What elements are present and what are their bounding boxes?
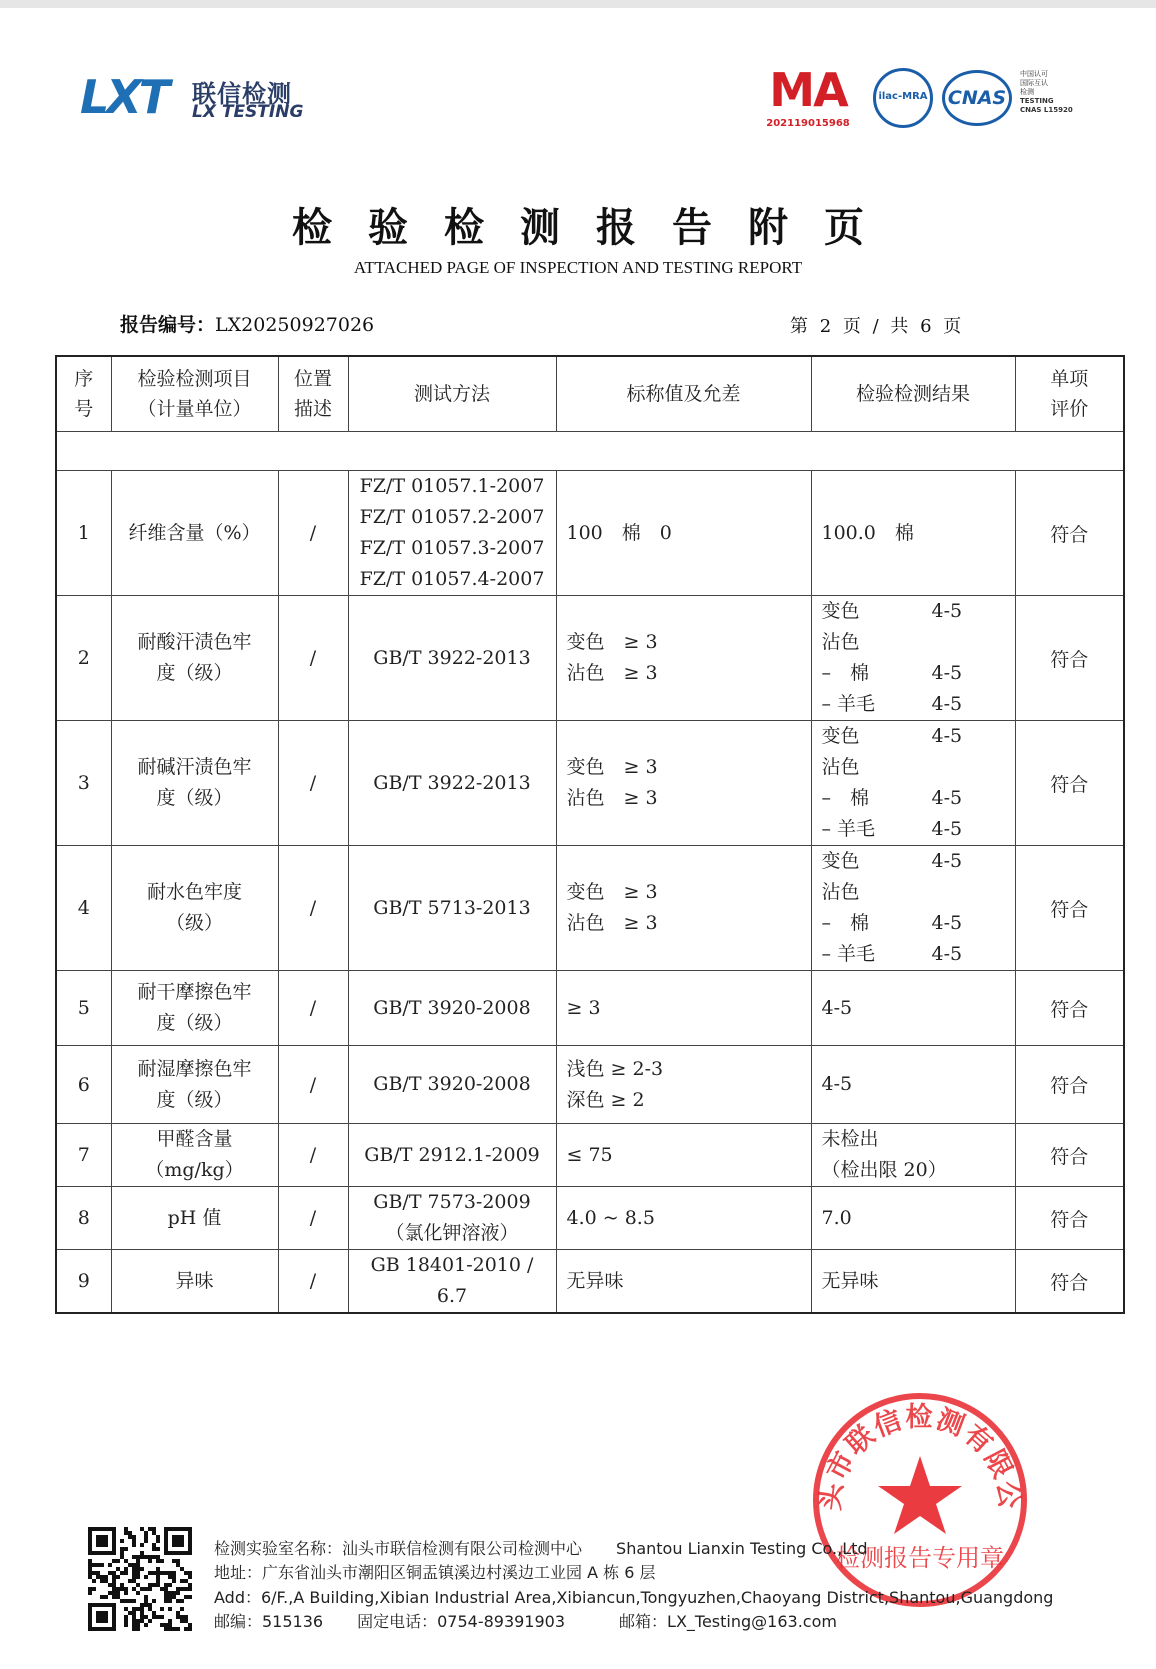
- cell-text: [822, 658, 1015, 689]
- cell-text: [822, 877, 1015, 908]
- cell-seq: 7: [56, 1124, 111, 1187]
- lab-name-cn: 汕头市联信检测有限公司检测中心: [342, 1539, 583, 1558]
- header-text: 位置: [293, 368, 332, 390]
- cell-text: 度（级）: [156, 1088, 233, 1111]
- email-link[interactable]: 邮箱：LX_Testing@163.com: [619, 1612, 837, 1631]
- cell-text: 6.7: [436, 1285, 468, 1307]
- cma-certification-mark: [760, 64, 856, 136]
- cell-position: /: [278, 1124, 348, 1187]
- header-item: [111, 356, 278, 432]
- cell-position: /: [278, 596, 348, 721]
- header-result: [811, 356, 1015, 432]
- address-label: 地址：: [214, 1563, 263, 1582]
- cnas-info-line: 中国认可: [1020, 70, 1048, 78]
- cell-text: 100.0 棉: [821, 521, 914, 544]
- cell-text: FZ/T 01057.4-2007: [359, 568, 545, 590]
- table-header-row: [56, 356, 1124, 432]
- postcode: 邮编：515136: [214, 1612, 324, 1631]
- header-text: 描述: [293, 398, 332, 420]
- ilac-text: ilac-MRA: [878, 91, 928, 102]
- cell-text: 未检出: [821, 1128, 879, 1150]
- page-title-cn: 检验检测报告附页: [292, 204, 900, 251]
- footer-contact: [214, 1609, 837, 1632]
- cell-seq: 3: [56, 721, 111, 846]
- table-row: [56, 846, 1124, 971]
- cell-text: [822, 596, 1015, 627]
- cnas-mark: [942, 70, 1012, 126]
- header-text: 测试方法: [413, 383, 490, 405]
- cell-text: 沾色 ≥ 3: [566, 662, 658, 684]
- result-value: 4-5: [931, 943, 963, 965]
- cell-text: FZ/T 01057.2-2007: [359, 506, 545, 528]
- cell-text: 耐湿摩擦色牢: [137, 1057, 252, 1080]
- result-label: 沾色: [821, 881, 860, 903]
- table-row: [56, 1250, 1124, 1314]
- cell-text: 4-5: [821, 1073, 853, 1095]
- cell-evaluation: 符合: [1015, 971, 1124, 1046]
- cell-nominal: [556, 1124, 811, 1187]
- cell-text: 4-5: [821, 996, 853, 1019]
- result-label: – 羊毛: [821, 818, 876, 840]
- cell-result: [811, 471, 1015, 596]
- cell-text: 度（级）: [156, 1012, 233, 1034]
- cell-text: GB/T 3922-2013: [373, 646, 531, 669]
- table-spacer-row: [56, 432, 1124, 471]
- table-row: [56, 971, 1124, 1046]
- cell-text: 耐酸汗渍色牢: [137, 631, 252, 653]
- report-number: [120, 310, 374, 337]
- header-text: 号: [74, 398, 94, 420]
- result-label: – 棉: [821, 912, 870, 934]
- header-text: 标称值及允差: [626, 383, 741, 405]
- cell-text: [822, 939, 1015, 970]
- header-evaluation: [1015, 356, 1124, 432]
- cma-number: 202119015968: [766, 118, 850, 129]
- cell-method: [348, 596, 556, 721]
- cell-text: （检出限 20）: [821, 1159, 947, 1181]
- header-position: [278, 356, 348, 432]
- cell-text: 4.0 ~ 8.5: [566, 1206, 655, 1229]
- cell-text: 变色 ≥ 3: [566, 631, 658, 653]
- cell-text: FZ/T 01057.3-2007: [359, 537, 545, 559]
- result-value: 4-5: [931, 725, 963, 747]
- cell-text: ≤ 75: [566, 1143, 613, 1166]
- cell-result: [811, 1250, 1015, 1314]
- spacer-cell: [56, 432, 1124, 471]
- cell-method: [348, 721, 556, 846]
- cell-text: ≥ 3: [566, 996, 601, 1019]
- header-text: （计量单位）: [137, 398, 252, 420]
- cell-item: [111, 471, 278, 596]
- cell-text: 沾色 ≥ 3: [566, 912, 658, 934]
- cell-nominal: [556, 1046, 811, 1124]
- result-label: 变色: [821, 600, 860, 622]
- logo-chinese-name: 联信检测: [192, 80, 292, 108]
- footer-address-cn: [214, 1560, 656, 1583]
- cell-result: [811, 721, 1015, 846]
- result-value: 4-5: [931, 912, 963, 934]
- lab-label: 检测实验室名称：: [214, 1539, 343, 1558]
- cell-text: GB 18401-2010 /: [370, 1254, 534, 1276]
- cell-position: /: [278, 471, 348, 596]
- table-row: [56, 596, 1124, 721]
- cell-item: [111, 1124, 278, 1187]
- result-label: 沾色: [821, 631, 860, 653]
- cell-result: [811, 1046, 1015, 1124]
- lab-name-en: Shantou Lianxin Testing Co.,Ltd: [616, 1539, 868, 1558]
- page-title-en: ATTACHED PAGE OF INSPECTION AND TESTING REPORT: [353, 258, 803, 277]
- cell-evaluation: 符合: [1015, 846, 1124, 971]
- cell-position: /: [278, 1187, 348, 1250]
- results-table: [55, 355, 1125, 1314]
- cell-text: FZ/T 01057.1-2007: [359, 475, 545, 497]
- cell-text: 耐水色牢度: [146, 881, 242, 903]
- report-number-label: 报告编号：: [120, 314, 216, 336]
- logo-mark: [80, 70, 168, 124]
- cell-result: [811, 971, 1015, 1046]
- ilac-mra-mark: [873, 68, 933, 128]
- cell-evaluation: 符合: [1015, 1046, 1124, 1124]
- cell-item: [111, 596, 278, 721]
- cell-seq: 8: [56, 1187, 111, 1250]
- cell-text: 纤维含量（%）: [128, 521, 261, 544]
- cell-seq: 6: [56, 1046, 111, 1124]
- page-indicator: 第 2 页 / 共 6 页: [790, 316, 962, 337]
- cell-evaluation: 符合: [1015, 1250, 1124, 1314]
- cell-text: [822, 783, 1015, 814]
- cell-position: /: [278, 1046, 348, 1124]
- table-row: [56, 1187, 1124, 1250]
- cell-text: （mg/kg）: [145, 1159, 244, 1181]
- result-value: 4-5: [931, 787, 963, 809]
- cell-seq: 1: [56, 471, 111, 596]
- cell-method: [348, 971, 556, 1046]
- cell-text: GB/T 3922-2013: [373, 771, 531, 794]
- cell-item: [111, 971, 278, 1046]
- header-text: 序: [74, 368, 94, 390]
- header-text: 检验检测结果: [855, 383, 970, 405]
- cell-method: [348, 471, 556, 596]
- company-seal: [808, 1388, 1032, 1612]
- cell-text: GB/T 3920-2008: [373, 996, 531, 1019]
- logo-english-name: LX TESTING: [192, 102, 304, 122]
- cell-position: /: [278, 846, 348, 971]
- header-text: 评价: [1050, 398, 1089, 420]
- cell-seq: 2: [56, 596, 111, 721]
- cell-evaluation: 符合: [1015, 721, 1124, 846]
- address-cn: 广东省汕头市潮阳区铜盂镇溪边村溪边工业园 A 栋 6 层: [262, 1563, 656, 1582]
- cell-nominal: [556, 721, 811, 846]
- cell-evaluation: 符合: [1015, 471, 1124, 596]
- cell-item: [111, 1046, 278, 1124]
- seal-graphic: [808, 1388, 1032, 1612]
- cell-item: [111, 1250, 278, 1314]
- logo-mark-text: LXT: [80, 70, 168, 124]
- cell-text: [822, 627, 1015, 658]
- cell-result: [811, 1124, 1015, 1187]
- table-row: [56, 721, 1124, 846]
- footer-lab-name: [214, 1536, 868, 1559]
- cell-text: 甲醛含量: [156, 1128, 233, 1150]
- cell-evaluation: 符合: [1015, 1124, 1124, 1187]
- cell-item: [111, 846, 278, 971]
- cell-text: [822, 846, 1015, 877]
- cell-result: [811, 1187, 1015, 1250]
- cell-text: 无异味: [566, 1269, 624, 1292]
- result-value: 4-5: [931, 662, 963, 684]
- cell-nominal: [556, 1250, 811, 1314]
- cell-nominal: [556, 471, 811, 596]
- cell-seq: 5: [56, 971, 111, 1046]
- cell-text: 沾色 ≥ 3: [566, 787, 658, 809]
- cell-text: [822, 752, 1015, 783]
- cell-text: [822, 814, 1015, 845]
- table-row: [56, 471, 1124, 596]
- cell-text: （级）: [165, 912, 223, 934]
- cell-text: 耐碱汗渍色牢: [137, 756, 252, 778]
- cell-text: 变色 ≥ 3: [566, 881, 658, 903]
- cell-method: [348, 1124, 556, 1187]
- header-text: 检验检测项目: [137, 368, 252, 390]
- result-label: – 羊毛: [821, 943, 876, 965]
- cell-method: [348, 1046, 556, 1124]
- footer-address-en: Add：6/F.,A Building,Xibian Industrial Area,Xibiancun,Tongyuzhen,Chaoyang District,Shantou,Guangdong: [214, 1588, 1054, 1607]
- cell-text: 7.0: [821, 1206, 852, 1229]
- cell-text: 异味: [175, 1269, 214, 1292]
- cell-text: 浅色 ≥ 2-3: [566, 1057, 664, 1080]
- cell-item: [111, 1187, 278, 1250]
- svg-text:检测报告专用章: 检测报告专用章: [836, 1544, 1004, 1572]
- report-number-value: LX20250927026: [215, 314, 375, 336]
- cell-text: 100 棉 0: [566, 521, 672, 544]
- cell-text: 深色 ≥ 2: [566, 1088, 645, 1111]
- header-text: 单项: [1050, 368, 1089, 390]
- cell-text: [822, 908, 1015, 939]
- cell-method: [348, 1187, 556, 1250]
- qr-code-graphic: [88, 1527, 192, 1631]
- result-value: 4-5: [931, 818, 963, 840]
- result-value: 4-5: [931, 600, 963, 622]
- cell-nominal: [556, 971, 811, 1046]
- cell-seq: 9: [56, 1250, 111, 1314]
- cell-text: GB/T 7573-2009: [373, 1191, 531, 1213]
- header-method: [348, 356, 556, 432]
- cell-evaluation: 符合: [1015, 596, 1124, 721]
- cell-nominal: [556, 1187, 811, 1250]
- cnas-info-line: TESTING: [1020, 97, 1054, 105]
- cell-text: [822, 721, 1015, 752]
- cell-nominal: [556, 596, 811, 721]
- result-value: 4-5: [931, 693, 963, 715]
- result-label: – 羊毛: [821, 693, 876, 715]
- cell-text: 变色 ≥ 3: [566, 756, 658, 778]
- cell-text: 无异味: [821, 1269, 879, 1292]
- header-nominal: [556, 356, 811, 432]
- result-label: 变色: [821, 850, 860, 872]
- table-row: [56, 1046, 1124, 1124]
- cnas-info-line: 检测: [1020, 88, 1034, 96]
- cell-method: [348, 1250, 556, 1314]
- cell-text: 度（级）: [156, 662, 233, 684]
- cnas-info: [1020, 70, 1100, 115]
- cell-position: /: [278, 971, 348, 1046]
- company-logo: [80, 70, 320, 126]
- cell-text: GB/T 3920-2008: [373, 1073, 531, 1095]
- cell-position: /: [278, 721, 348, 846]
- cell-position: /: [278, 1250, 348, 1314]
- table-row: [56, 1124, 1124, 1187]
- cnas-info-line: 国际互认: [1020, 79, 1048, 87]
- result-label: 变色: [821, 725, 860, 747]
- cell-text: [822, 689, 1015, 720]
- cnas-text: CNAS: [947, 87, 1007, 109]
- result-label: 沾色: [821, 756, 860, 778]
- cell-text: 度（级）: [156, 787, 233, 809]
- table-body: [56, 432, 1124, 1314]
- cell-seq: 4: [56, 846, 111, 971]
- cell-evaluation: 符合: [1015, 1187, 1124, 1250]
- header-seq: [56, 356, 111, 432]
- cell-result: [811, 846, 1015, 971]
- phone: 固定电话：0754-89391903: [357, 1612, 566, 1631]
- result-value: 4-5: [931, 850, 963, 872]
- cell-text: 耐干摩擦色牢: [137, 981, 252, 1003]
- cnas-info-line: CNAS L15920: [1020, 106, 1073, 114]
- cell-nominal: [556, 846, 811, 971]
- result-label: – 棉: [821, 662, 870, 684]
- cma-mark-text: MA: [769, 63, 847, 117]
- result-label: – 棉: [821, 787, 870, 809]
- cell-text: pH 值: [167, 1206, 222, 1229]
- cell-text: GB/T 2912.1-2009: [364, 1143, 540, 1166]
- top-edge: [0, 0, 1156, 8]
- cell-text: （氯化钾溶液）: [385, 1222, 519, 1244]
- cell-result: [811, 596, 1015, 721]
- cell-text: GB/T 5713-2013: [373, 896, 531, 919]
- svg-text:汕头市联信检测有限公司: 头市联信检测有限公: [815, 1402, 1025, 1513]
- qr-code[interactable]: [88, 1527, 192, 1631]
- cell-method: [348, 846, 556, 971]
- cell-item: [111, 721, 278, 846]
